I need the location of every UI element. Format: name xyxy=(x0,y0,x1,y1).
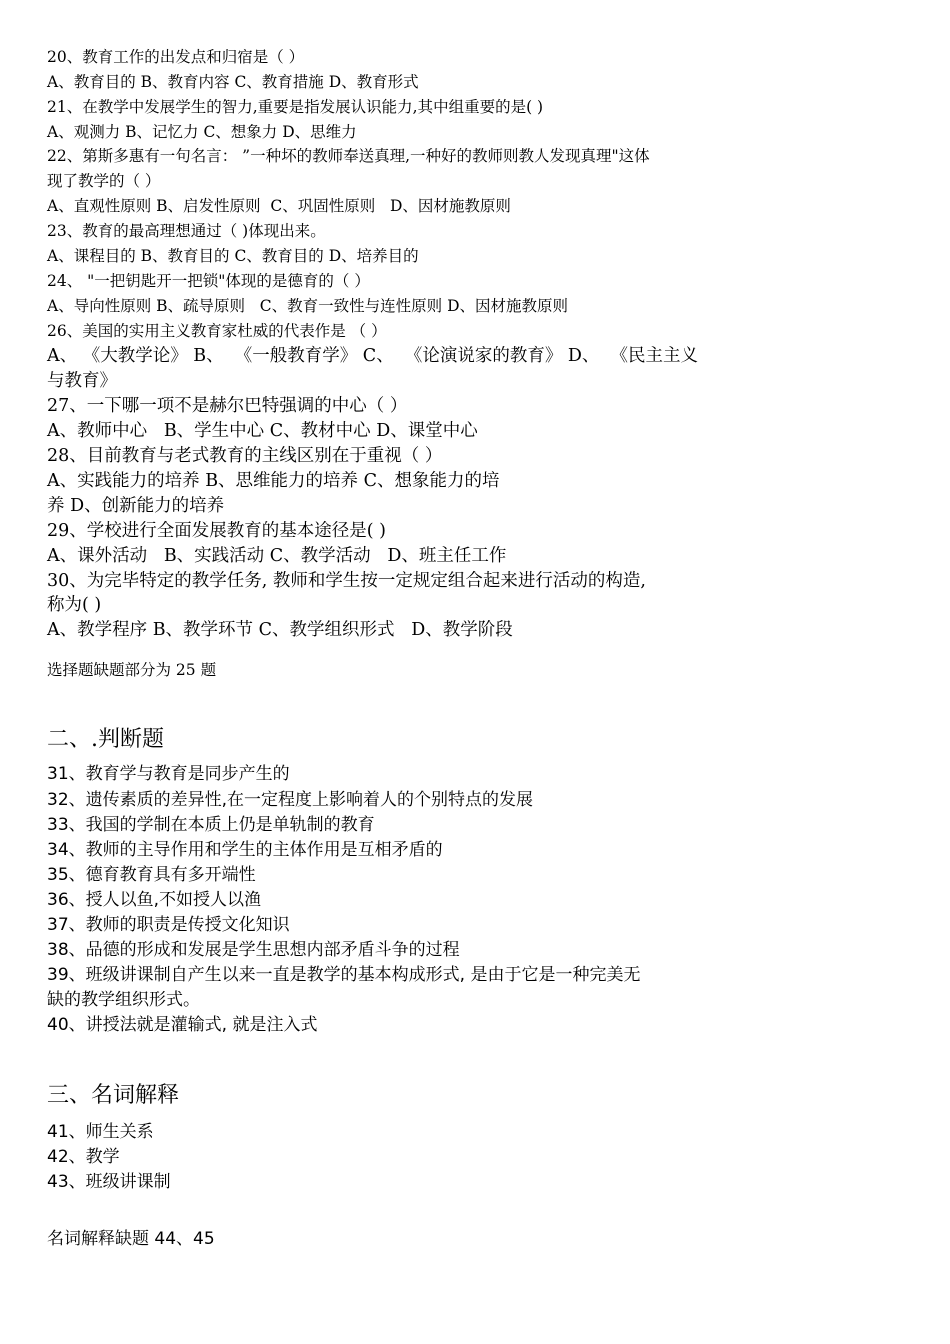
question-28-options-cont: 养 D、创新能力的培养 xyxy=(47,496,225,516)
question-26: 26、美国的实用主义教育家杜威的代表作是 （ ） xyxy=(47,322,387,340)
statement-39-cont: 缺的教学组织形式。 xyxy=(47,990,200,1010)
question-26-options-cont: 与教育》 xyxy=(47,371,117,391)
term-42: 42、教学 xyxy=(47,1147,120,1167)
terms-missing-note: 名词解释缺题 44、45 xyxy=(47,1229,215,1249)
section-heading-judgement: 二、.判断题 xyxy=(47,727,164,752)
question-20: 20、教育工作的出发点和归宿是（ ） xyxy=(47,48,305,66)
question-21-options: A、观测力 B、记忆力 C、想象力 D、思维力 xyxy=(47,123,357,141)
question-22-cont: 现了教学的（ ） xyxy=(47,172,161,190)
question-30-options: A、教学程序 B、教学环节 C、教学组织形式 D、教学阶段 xyxy=(47,620,513,640)
question-23-options: A、课程目的 B、教育目的 C、教育目的 D、培养目的 xyxy=(47,247,419,265)
question-28-options: A、实践能力的培养 B、思维能力的培养 C、想象能力的培 xyxy=(47,471,500,491)
question-27: 27、一下哪一项不是赫尔巴特强调的中心（ ） xyxy=(47,396,408,416)
term-41: 41、师生关系 xyxy=(47,1122,154,1142)
statement-39: 39、班级讲课制自产生以来一直是教学的基本构成形式, 是由于它是一种完美无 xyxy=(47,965,641,985)
question-24: 24、 "一把钥匙开一把锁"体现的是德育的（ ） xyxy=(47,272,370,290)
question-26-options: A、 《大教学论》 B、 《一般教育学》 C、 《论演说家的教育》 D、 《民主主义 xyxy=(47,346,699,366)
question-20-options: A、教育目的 B、教育内容 C、教育措施 D、教育形式 xyxy=(47,73,419,91)
statement-36: 36、授人以鱼,不如授人以渔 xyxy=(47,890,262,910)
question-22-options: A、直观性原则 B、启发性原则 C、巩固性原则 D、因材施教原则 xyxy=(47,197,511,215)
question-24-options: A、导向性原则 B、疏导原则 C、教育一致性与连性原则 D、因材施教原则 xyxy=(47,297,569,315)
question-30-cont: 称为( ) xyxy=(47,595,102,615)
statement-33: 33、我国的学制在本质上仍是单轨制的教育 xyxy=(47,815,375,835)
statement-32: 32、遗传素质的差异性,在一定程度上影响着人的个别特点的发展 xyxy=(47,790,534,810)
question-30: 30、为完毕特定的教学任务, 教师和学生按一定规定组合起来进行活动的构造, xyxy=(47,571,646,591)
mc-missing-note: 选择题缺题部分为 25 题 xyxy=(47,661,217,679)
term-43: 43、班级讲课制 xyxy=(47,1172,171,1192)
statement-38: 38、品德的形成和发展是学生思想内部矛盾斗争的过程 xyxy=(47,940,460,960)
question-28: 28、目前教育与老式教育的主线区别在于重视（ ） xyxy=(47,446,443,466)
question-23: 23、教育的最高理想通过（ )体现出来。 xyxy=(47,222,326,240)
statement-35: 35、德育教育具有多开端性 xyxy=(47,865,256,885)
statement-34: 34、教师的主导作用和学生的主体作用是互相矛盾的 xyxy=(47,840,443,860)
question-21: 21、在教学中发展学生的智力,重要是指发展认识能力,其中组重要的是( ) xyxy=(47,98,544,116)
question-29: 29、学校进行全面发展教育的基本途径是( ) xyxy=(47,521,386,541)
statement-40: 40、讲授法就是灌输式, 就是注入式 xyxy=(47,1015,318,1035)
question-27-options: A、教师中心 B、学生中心 C、教材中心 D、课堂中心 xyxy=(47,421,478,441)
statement-37: 37、教师的职责是传授文化知识 xyxy=(47,915,290,935)
section-heading-terms: 三、名词解释 xyxy=(47,1083,180,1108)
statement-31: 31、教育学与教育是同步产生的 xyxy=(47,764,290,784)
question-22: 22、第斯多惠有一句名言： ”一种坏的教师奉送真理,一种好的教师则教人发现真理"这体 xyxy=(47,147,650,165)
question-29-options: A、课外活动 B、实践活动 C、教学活动 D、班主任工作 xyxy=(47,546,507,566)
